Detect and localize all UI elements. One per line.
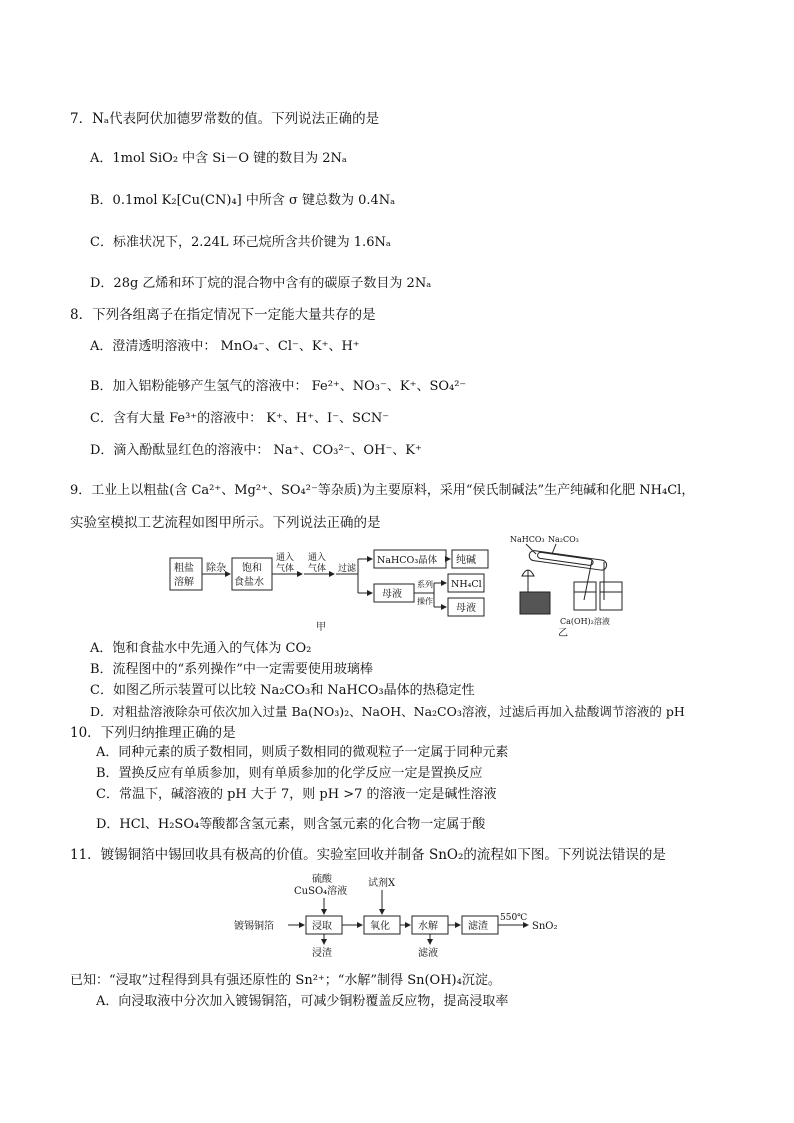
flow-text: NaHCO₃晶体 [377,555,438,566]
flow-text: 母液 [382,589,402,600]
flow-text: 系列 [417,580,433,589]
flow-text: 滤液 [418,948,438,958]
flow-text: 除杂 [206,563,226,574]
q8-stem: 8．下列各组离子在指定情况下一定能大量共存的是 [70,307,376,323]
q10-option-a: A．同种元素的质子数相同，则质子数相同的微观粒子一定属于同种元素 [96,745,509,760]
apparatus-text: NaHCO₃ [510,535,545,544]
q8-option-c: C．含有大量 Fe³⁺的溶液中： K⁺、H⁺、I⁻、SCN⁻ [90,411,390,426]
flow-text: 硫酸 [312,874,332,885]
q10-option-d: D．HCl、H₂SO₄等酸都含氢元素，则含氢元素的化合物一定属于酸 [96,817,486,832]
q7-option-a: A．1mol SiO₂ 中含 Si－O 键的数目为 2Nₐ [90,151,347,166]
q10-option-c: C．常温下，碱溶液的 pH 大于 7，则 pH >7 的溶液一定是碱性溶液 [96,787,497,802]
q9-option-c: C．如图乙所示装置可以比较 Na₂CO₃和 NaHCO₃晶体的热稳定性 [90,683,475,698]
flow-text: 浸渣 [312,948,332,958]
flow-text: 气体 [276,564,295,574]
q9-option-d: D．对粗盐溶液除杂可依次加入过量 Ba(NO₃)₂、NaOH、Na₂CO₃溶液，过滤后再加入盐酸调节溶液的 pH [90,704,685,719]
apparatus-text: Ca(OH)₂溶液 [560,617,610,626]
flow-text: 通入 [308,553,327,563]
flow-text: 试剂X [368,878,396,889]
flow-text: 氧化 [370,921,390,932]
flow-text: 浸取 [312,921,332,932]
flow-text: 水解 [418,921,438,932]
flow-text: CuSO₄溶液 [294,886,348,897]
flow-text: SnO₂ [532,921,558,932]
flow-text: NH₄Cl [451,579,482,590]
q9-apparatus-yi [508,530,633,640]
q7-option-b: B．0.1mol K₂[Cu(CN)₄] 中所含 σ 键总数为 0.4Nₐ [90,193,396,208]
flow-text: 550℃ [500,913,528,923]
flow-text: 饱和 [242,563,262,574]
q11-flowchart [232,868,562,958]
q9-option-a: A．饱和食盐水中先通入的气体为 CO₂ [90,641,312,656]
q7-option-c: C．标准状况下，2.24L 环己烷所含共价键为 1.6Nₐ [90,235,391,250]
q9-option-b: B．流程图中的“系列操作”中一定需要使用玻璃棒 [90,662,373,677]
q11-option-a: A．向浸取液中分次加入镀锡铜箔，可减少铜粉覆盖反应物，提高浸取率 [96,994,509,1009]
flow-text: 镀锡铜箔 [234,921,274,932]
flow-text: 粗盐 [174,563,194,574]
q7-option-d: D．28g 乙烯和环丁烷的混合物中含有的碳原子数目为 2Nₐ [90,276,432,291]
flow-text: 纯碱 [456,555,476,566]
q9-flowchart-jia [168,544,498,634]
flow-text: 滤渣 [468,921,488,932]
q9-stem-line1: 9．工业上以粗盐(含 Ca²⁺、Mg²⁺、SO₄²⁻等杂质)为主要原料，采用“侯氏制碱法”生产纯碱和化肥 NH₄Cl， [70,483,695,498]
flow-text: 母液 [456,603,476,614]
q11-stem: 11．镀锡铜箔中锡回收具有极高的价值。实验室回收并制备 SnO₂的流程如下图。下列说法错误的是 [70,847,666,863]
flow-text: 操作 [417,597,433,606]
flow-text: 溶解 [174,577,194,588]
q11-known: 已知：“浸取”过程得到具有强还原性的 Sn²⁺；“水解”制得 Sn(OH)₄沉淀。 [70,973,501,988]
apparatus-text: Na₂CO₃ [548,535,579,544]
flow-text: 过滤 [338,564,357,574]
flow-text: 气体 [308,564,327,574]
q10-option-b: B．置换反应有单质参加，则有单质参加的化学反应一定是置换反应 [96,766,483,781]
q8-option-b: B．加入铝粉能够产生氢气的溶液中： Fe²⁺、NO₃⁻、K⁺、SO₄²⁻ [90,379,467,394]
flow-text: 通入 [276,553,295,563]
q9-stem-line2: 实验室模拟工艺流程如图甲所示。下列说法正确的是 [70,515,381,531]
apparatus-text: 乙 [558,628,568,639]
q10-stem: 10．下列归纳推理正确的是 [70,725,236,741]
q8-option-a: A．澄清透明溶液中： MnO₄⁻、Cl⁻、K⁺、H⁺ [90,339,360,354]
q7-stem: 7．Nₐ代表阿伏加德罗常数的值。下列说法正确的是 [70,111,380,127]
flow-text: 甲 [316,622,326,633]
flow-text: 食盐水 [234,577,264,588]
q8-option-d: D．滴入酚酞显红色的溶液中： Na⁺、CO₃²⁻、OH⁻、K⁺ [90,443,422,458]
